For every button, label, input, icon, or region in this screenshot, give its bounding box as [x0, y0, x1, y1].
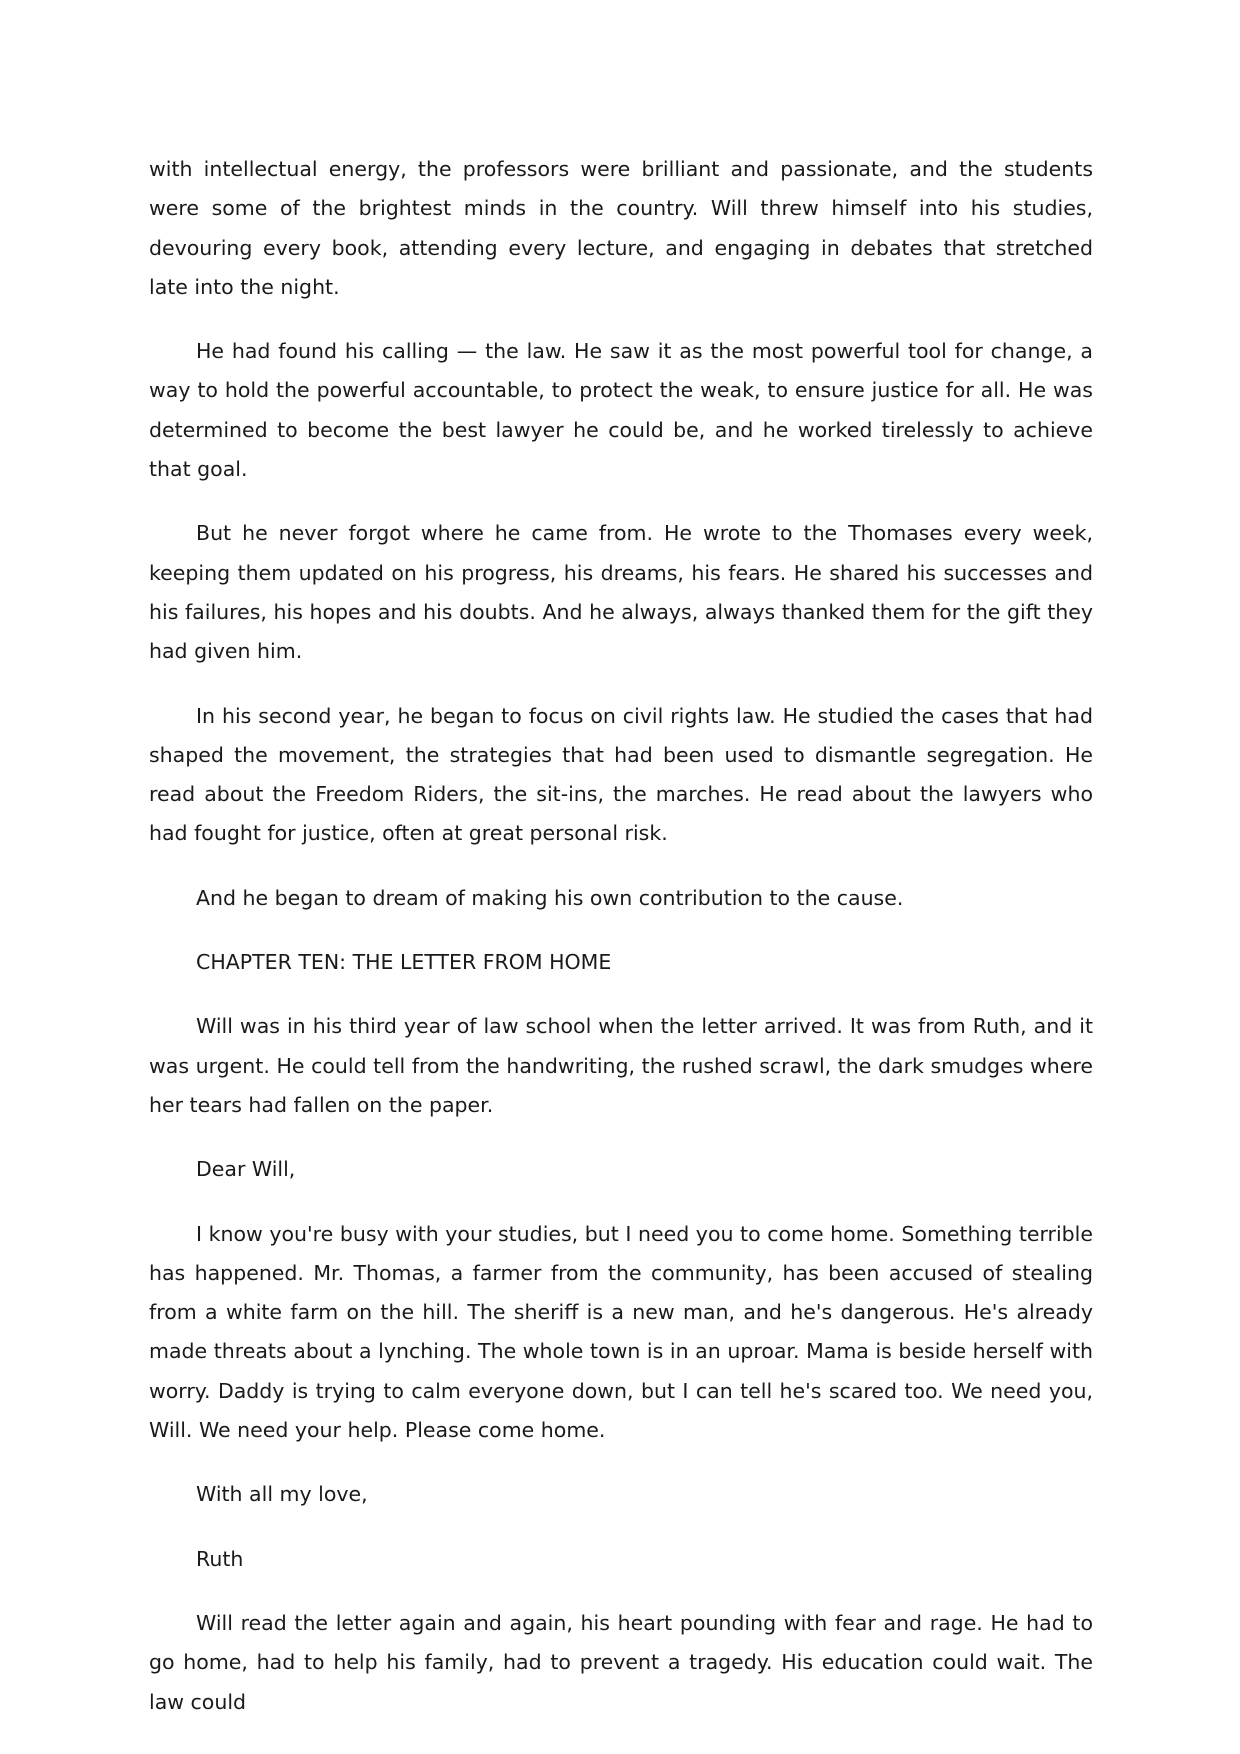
letter-closing: With all my love,	[196, 1482, 368, 1507]
paragraph-second-year: In his second year, he began to focus on civil rights law. He studied the cases that had shaped the movement, the strategies that had been used to dismantle segregation. He read about the Freedom Riders, the sit-ins, the marches. He read about the lawyers who had fought for justice, often at great personal risk.	[149, 703, 1093, 846]
paragraph-never-forgot: But he never forgot where he came from. He wrote to the Thomases every week, keeping them updated on his progress, his dreams, his fears. He shared his successes and his failures, his hopes and his doubts. And he always, always thanked them for the gift they had given him.	[149, 521, 1093, 664]
letter-salutation: Dear Will,	[196, 1157, 296, 1182]
letter-signature: Ruth	[196, 1546, 244, 1571]
paragraph-read-again: Will read the letter again and again, his heart pounding with fear and rage. He had to go home, had to help his family, had to prevent a tragedy. His education could wait. The law could	[149, 1610, 1093, 1714]
letter-body: I know you're busy with your studies, but I need you to come home. Something terrible has happened. Mr. Thomas, a farmer from the community, has been accused of stealing from a white farm on the hill. The sheriff is a new man, and he's dangerous. He's already made threats about a lynching. The whole town is in an uproar. Mama is beside herself with worry. Daddy is trying to calm everyone down, but I can tell he's scared too. We need you, Will. We need your help. Please come home.	[149, 1221, 1093, 1443]
paragraph-continuation: with intellectual energy, the professors were brilliant and passionate, and the students were some of the brightest minds in the country. Will threw himself into his studies, devouring every book, attending every lecture, and engaging in debates that stretched late into the night.	[149, 157, 1093, 299]
paragraph-dream: And he began to dream of making his own contribution to the cause.	[196, 885, 904, 910]
paragraph-letter-arrived: Will was in his third year of law school when the letter arrived. It was from Ruth, and it was urgent. He could tell from the handwriting, the rushed scrawl, the dark smudges where her tears had fallen on the paper.	[149, 1014, 1093, 1117]
document-page	[149, 150, 1093, 1722]
chapter-heading: CHAPTER TEN: THE LETTER FROM HOME	[196, 950, 612, 975]
paragraph-calling: He had found his calling — the law. He saw it as the most powerful tool for change, a way to hold the powerful accountable, to protect the weak, to ensure justice for all. He was determined to become the best lawyer he could be, and he worked tirelessly to achieve that goal.	[149, 339, 1093, 482]
